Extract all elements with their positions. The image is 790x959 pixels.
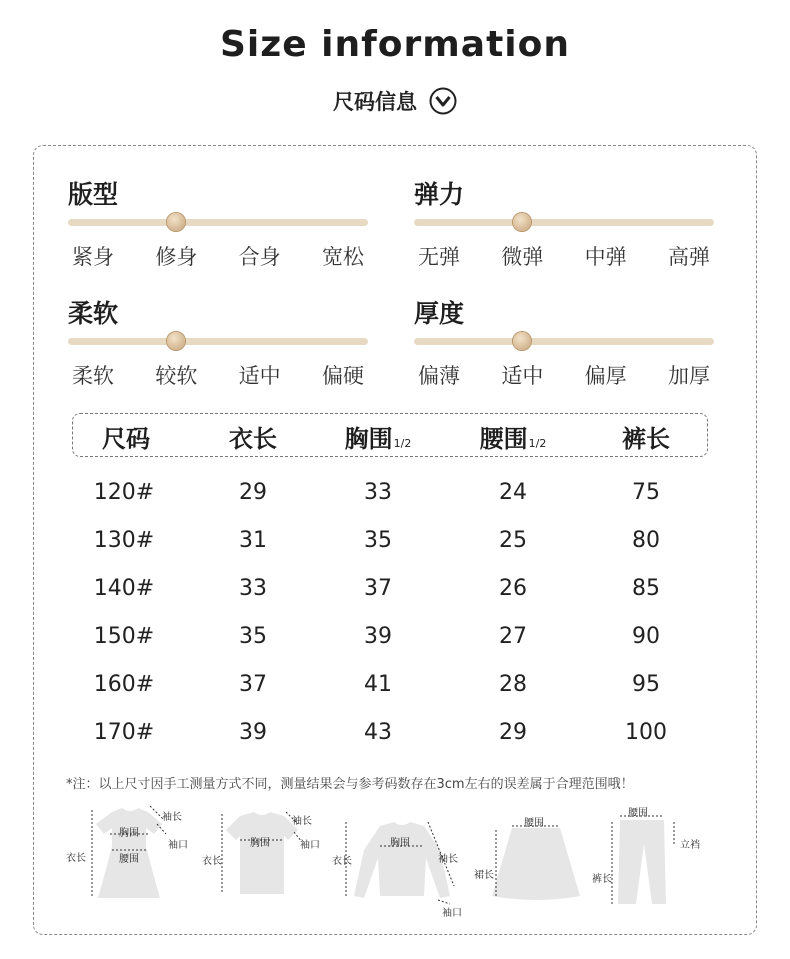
metric-option: 适中	[501, 364, 544, 388]
fig-label: 衣长	[66, 853, 86, 864]
table-cell: 85	[632, 576, 660, 601]
table-cell: 130#	[93, 528, 155, 553]
half-mark: 1/2	[528, 437, 547, 450]
metric-option: 柔软	[72, 364, 114, 388]
table-cell: 160#	[93, 672, 155, 697]
table-cell: 120#	[93, 480, 155, 505]
metric-title: 弹力	[414, 180, 465, 209]
table-cell: 150#	[93, 624, 155, 649]
metric-softness	[68, 294, 368, 390]
header-chest-label: 胸围	[344, 425, 393, 453]
header-waist	[480, 419, 547, 454]
metric-thickness	[414, 294, 714, 390]
table-row	[0, 576, 790, 616]
header-size: 尺码	[102, 425, 150, 453]
table-cell: 39	[364, 624, 392, 649]
fig-label: 立裆	[680, 840, 700, 851]
metric-option: 高弹	[667, 245, 710, 269]
fig-label: 腰围	[524, 818, 544, 829]
metric-option: 修身	[155, 245, 198, 269]
metric-option: 偏薄	[418, 364, 460, 388]
fig-label: 胸围	[250, 838, 270, 849]
metric-fit	[68, 175, 368, 271]
table-row	[0, 672, 790, 712]
metric-option: 合身	[238, 245, 281, 269]
fig-label: 袖口	[300, 840, 320, 851]
header-chest	[345, 419, 412, 454]
table-cell: 41	[364, 672, 392, 697]
fig-label: 裙长	[474, 870, 494, 881]
metric-title: 柔软	[68, 299, 119, 328]
header-waist-label: 腰围	[479, 425, 528, 453]
table-cell: 100	[625, 720, 667, 745]
half-mark: 1/2	[393, 437, 412, 450]
skirt-figure	[474, 800, 600, 930]
metric-option: 宽松	[321, 245, 364, 269]
metric-option: 中弹	[584, 245, 627, 269]
table-cell: 39	[239, 720, 267, 745]
table-cell: 27	[499, 624, 527, 649]
fig-label: 袖口	[168, 840, 188, 851]
fig-label: 胸围	[390, 838, 410, 849]
measurement-figures	[60, 800, 740, 930]
table-row	[0, 528, 790, 568]
header-pants-length: 裤长	[622, 425, 670, 453]
fig-label: 袖长	[162, 812, 182, 823]
metric-option: 微弹	[501, 245, 544, 269]
fig-label: 袖口	[442, 908, 462, 919]
table-row	[0, 624, 790, 664]
table-row	[0, 720, 790, 760]
table-cell: 37	[239, 672, 267, 697]
metric-option: 适中	[238, 364, 281, 388]
metric-slider	[414, 334, 714, 350]
slider-knob	[513, 332, 531, 350]
table-cell: 25	[499, 528, 527, 553]
pants-icon	[600, 800, 740, 930]
fig-label: 袖长	[292, 816, 312, 827]
metric-title: 版型	[68, 180, 119, 209]
slider-knob	[167, 213, 185, 231]
metric-slider	[68, 334, 368, 350]
metric-option: 紧身	[72, 245, 114, 269]
table-cell: 26	[499, 576, 527, 601]
metric-option: 无弹	[418, 245, 460, 269]
metric-title: 厚度	[414, 299, 465, 328]
table-cell: 170#	[93, 720, 155, 745]
metric-slider	[414, 215, 714, 231]
table-cell: 28	[499, 672, 527, 697]
table-cell: 29	[239, 480, 267, 505]
subtitle-text: 尺码信息	[333, 90, 417, 114]
table-cell: 29	[499, 720, 527, 745]
table-cell: 31	[239, 528, 267, 553]
measurement-note: *注：以上尺寸因手工测量方式不同，测量结果会与参考码数存在3cm左右的误差属于合理范围哦！	[66, 777, 634, 792]
table-cell: 95	[632, 672, 660, 697]
metric-option: 偏厚	[584, 364, 627, 388]
table-cell: 35	[364, 528, 392, 553]
table-cell: 33	[364, 480, 392, 505]
metric-option: 偏硬	[321, 364, 364, 388]
pants-figure	[592, 800, 740, 930]
tshirt-figure	[200, 800, 330, 930]
table-cell: 75	[632, 480, 660, 505]
table-cell: 33	[239, 576, 267, 601]
table-row	[0, 480, 790, 520]
table-cell: 35	[239, 624, 267, 649]
fig-label: 袖长	[438, 854, 458, 865]
header-length: 衣长	[229, 425, 277, 453]
fig-label: 衣长	[332, 856, 352, 867]
table-cell: 90	[632, 624, 660, 649]
longsleeve-figure	[330, 800, 480, 930]
dress-figure	[60, 800, 200, 930]
table-cell: 37	[364, 576, 392, 601]
metric-elasticity	[414, 175, 714, 271]
page-title: Size information	[219, 24, 570, 65]
section-subtitle	[0, 86, 790, 116]
table-cell: 80	[632, 528, 660, 553]
fig-label: 裤长	[592, 874, 612, 885]
fig-label: 腰围	[628, 808, 648, 819]
fig-label: 腰围	[119, 854, 139, 865]
table-cell: 140#	[93, 576, 155, 601]
chevron-down-icon	[429, 87, 457, 115]
table-cell: 43	[364, 720, 392, 745]
metric-slider	[68, 215, 368, 231]
metric-option: 加厚	[667, 364, 710, 388]
slider-knob	[167, 332, 185, 350]
table-cell: 24	[499, 480, 527, 505]
fig-label: 胸围	[119, 828, 139, 839]
fig-label: 衣长	[202, 856, 222, 867]
metric-option: 较软	[155, 364, 198, 388]
slider-knob	[513, 213, 531, 231]
